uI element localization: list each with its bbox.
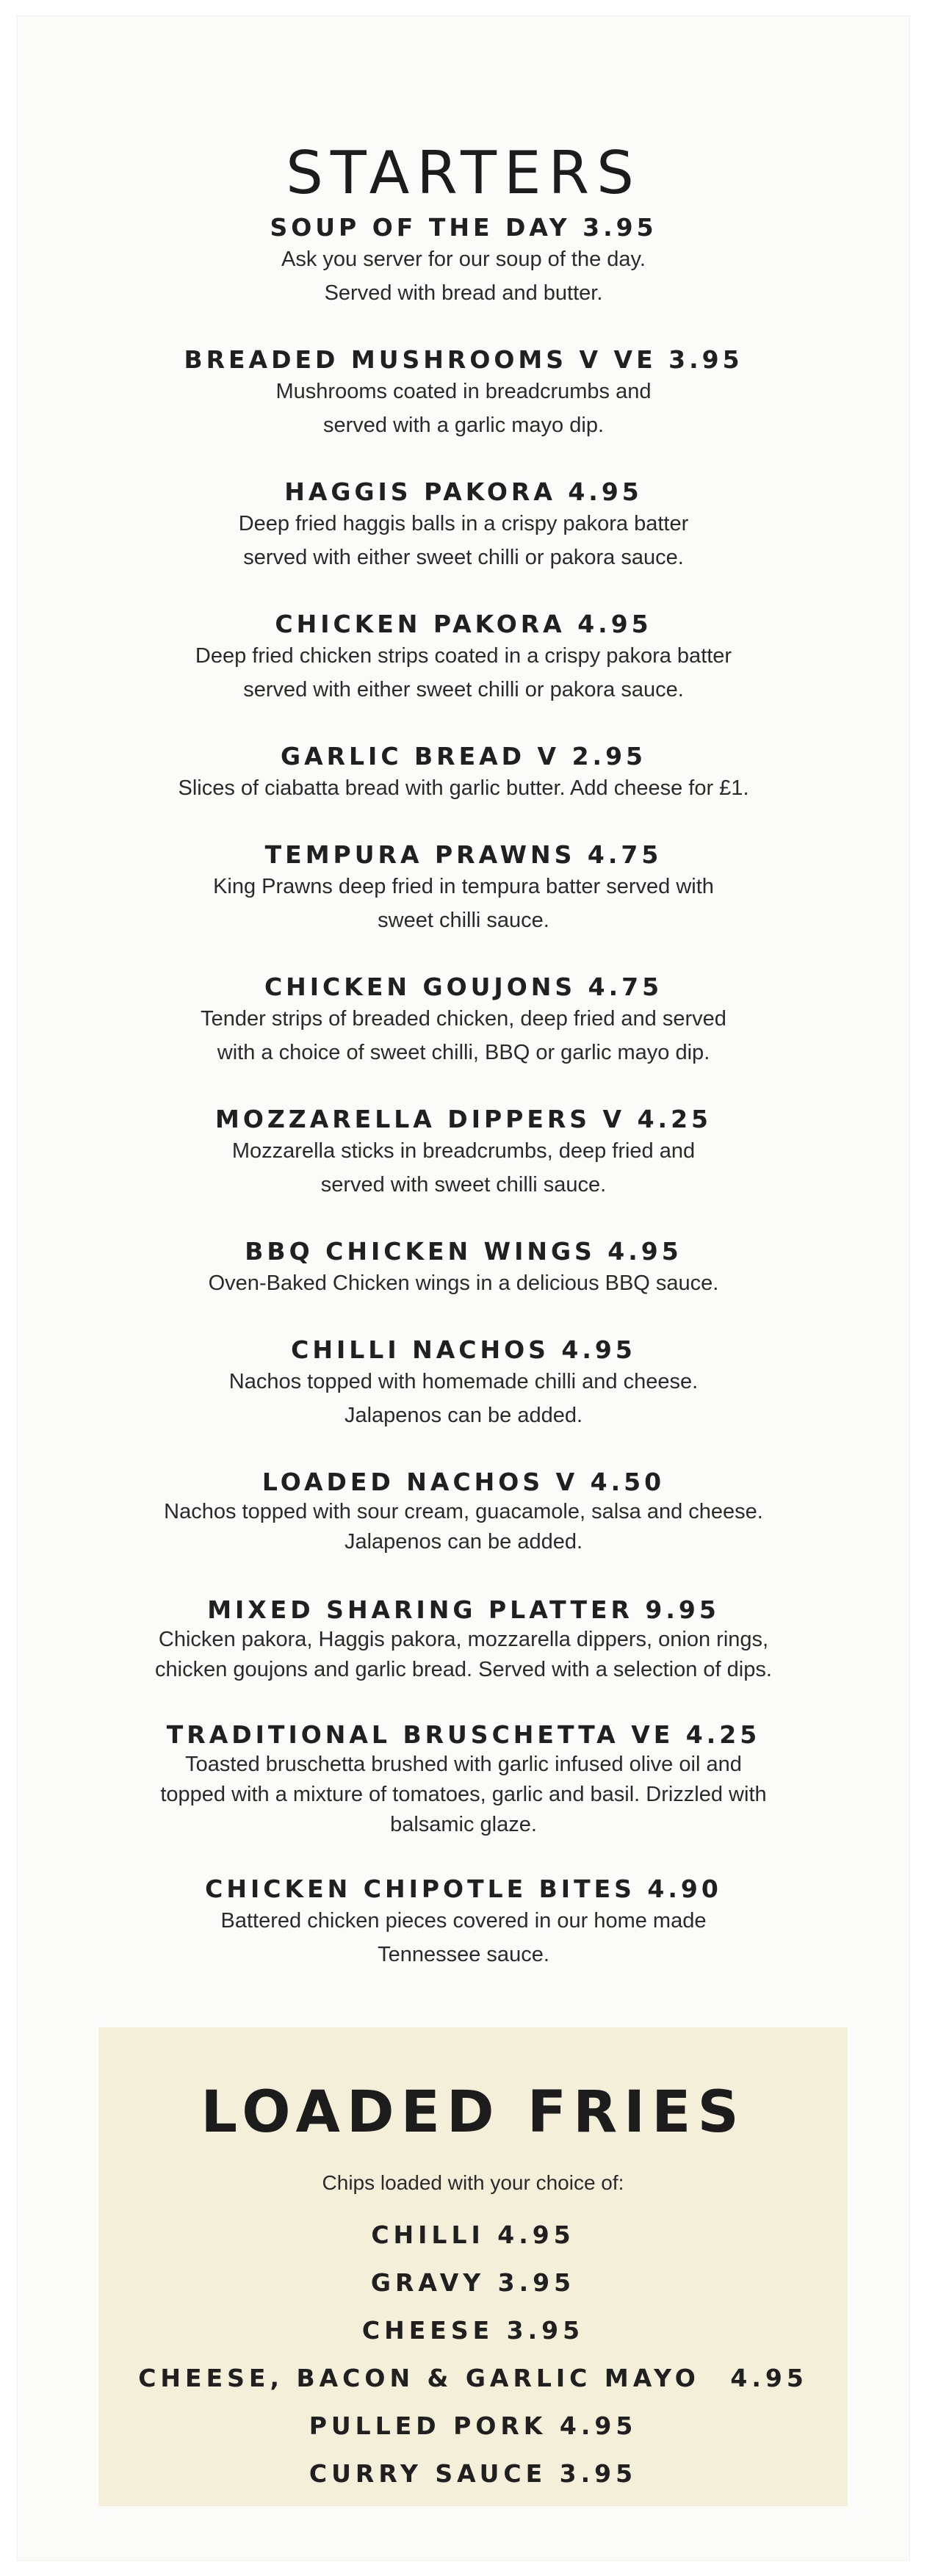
menu-item-description-line: Deep fried haggis balls in a crispy pakora batter — [238, 512, 689, 535]
menu-item-description-line: sweet chilli sauce. — [378, 909, 549, 932]
loaded-fries-panel — [98, 2027, 848, 2506]
menu-item-name: TRADITIONAL BRUSCHETTA VE 4.25 — [166, 1720, 761, 1749]
menu-item-chilli-nachos — [18, 1335, 909, 1432]
menu-item-name: HAGGIS PAKORA 4.95 — [284, 477, 643, 506]
menu-item-garlic-bread — [18, 742, 909, 805]
menu-item-description-line: topped with a mixture of tomatoes, garlic and basil. Drizzled with — [160, 1783, 767, 1806]
starters-title: STARTERS — [286, 138, 641, 207]
menu-item-description-line: Chicken pakora, Haggis pakora, mozzarella dippers, onion rings, — [158, 1628, 769, 1651]
menu-item-breaded-mushrooms — [18, 345, 909, 442]
menu-item-description-line: King Prawns deep fried in tempura batter served with — [213, 875, 714, 898]
menu-item-description-line: Served with bread and butter. — [324, 281, 603, 305]
menu-item-description-line: Jalapenos can be added. — [344, 1404, 583, 1427]
menu-item-chicken-chipotle-bites — [18, 1875, 909, 1971]
fries-option-cheese — [76, 2306, 870, 2354]
fries-option-cheese-bacon-garlic-mayo — [76, 2354, 870, 2402]
menu-item-name: CHILLI NACHOS 4.95 — [291, 1335, 636, 1364]
fries-option-curry-sauce — [76, 2450, 870, 2497]
fries-option-name: CHEESE, BACON & GARLIC MAYO — [138, 2364, 700, 2392]
fries-option-price: 3.95 — [506, 2316, 585, 2345]
menu-item-description-line: Tennessee sauce. — [378, 1943, 549, 1966]
menu-item-tempura-prawns — [18, 840, 909, 937]
fries-option-name: CHEESE — [361, 2316, 494, 2345]
menu-item-description-line: Battered chicken pieces covered in our home made — [220, 1909, 707, 1933]
menu-item-name: CHICKEN CHIPOTLE BITES 4.90 — [205, 1875, 722, 1903]
menu-item-description-line: Nachos topped with homemade chilli and cheese. — [228, 1370, 699, 1393]
menu-item-name: GARLIC BREAD V 2.95 — [280, 742, 647, 771]
menu-item-chicken-pakora — [18, 610, 909, 707]
menu-item-description-line: Tender strips of breaded chicken, deep fried and served — [201, 1007, 726, 1031]
menu-item-mozzarella-dippers — [18, 1105, 909, 1202]
menu-item-bbq-chicken-wings — [18, 1237, 909, 1300]
menu-item-description-line: served with a garlic mayo dip. — [323, 414, 604, 437]
menu-item-haggis-pakora — [18, 477, 909, 574]
menu-item-chicken-goujons — [18, 973, 909, 1069]
fries-option-price: 3.95 — [559, 2459, 638, 2488]
menu-item-description-line: Oven-Baked Chicken wings in a delicious BBQ sauce. — [208, 1271, 719, 1295]
menu-item-name: BBQ CHICKEN WINGS 4.95 — [245, 1237, 682, 1266]
menu-item-description-line: Mushrooms coated in breadcrumbs and — [275, 380, 652, 403]
menu-item-description-line: served with sweet chilli sauce. — [320, 1173, 607, 1197]
menu-item-name: MOZZARELLA DIPPERS V 4.25 — [214, 1105, 713, 1133]
menu-item-name: CHICKEN GOUJONS 4.75 — [264, 973, 663, 1001]
menu-item-mixed-sharing-platter — [18, 1595, 909, 1685]
menu-item-name: CHICKEN PAKORA 4.95 — [275, 610, 652, 638]
menu-item-name: SOUP OF THE DAY 3.95 — [270, 213, 657, 242]
menu-item-description-line: served with either sweet chilli or pakora sauce. — [243, 678, 684, 701]
menu-item-description-line: Jalapenos can be added. — [344, 1530, 583, 1554]
menu-item-description-line: Toasted bruschetta brushed with garlic infused olive oil and — [185, 1753, 742, 1776]
loaded-fries-intro: Chips loaded with your choice of: — [322, 2171, 624, 2194]
fries-option-name: GRAVY — [370, 2268, 486, 2297]
fries-option-name: PULLED PORK — [309, 2411, 547, 2440]
menu-item-name: BREADED MUSHROOMS V VE 3.95 — [184, 345, 743, 374]
menu-item-description-line: Slices of ciabatta bread with garlic butter. Add cheese for £1. — [178, 776, 749, 800]
menu-item-description-line: with a choice of sweet chilli, BBQ or garlic mayo dip. — [217, 1041, 710, 1064]
fries-option-price: 3.95 — [497, 2268, 576, 2297]
menu-item-description-line: served with either sweet chilli or pakora sauce. — [243, 546, 684, 569]
menu-item-description-line: balsamic glaze. — [390, 1813, 537, 1836]
fries-option-chilli — [76, 2211, 870, 2259]
loaded-fries-options — [76, 2211, 870, 2497]
menu-item-name: LOADED NACHOS V 4.50 — [261, 1468, 666, 1496]
menu-item-soup-of-the-day — [18, 213, 909, 310]
fries-option-price: 4.95 — [497, 2220, 575, 2249]
fries-option-pulled-pork — [76, 2402, 870, 2450]
fries-option-name: CURRY SAUCE — [309, 2459, 547, 2488]
fries-option-price: 4.95 — [559, 2411, 638, 2440]
menu-item-name: MIXED SHARING PLATTER 9.95 — [207, 1595, 720, 1624]
loaded-fries-title: LOADED FRIES — [201, 2079, 746, 2146]
menu-item-traditional-bruschetta — [18, 1720, 909, 1840]
menu-item-name: TEMPURA PRAWNS 4.75 — [264, 840, 663, 869]
menu-item-description-line: Mozzarella sticks in breadcrumbs, deep fried and — [231, 1139, 696, 1163]
menu-item-description-line: Deep fried chicken strips coated in a crispy pakora batter — [195, 644, 732, 668]
menu-item-description-line: Ask you server for our soup of the day. — [281, 248, 646, 271]
fries-option-name: CHILLI — [371, 2220, 485, 2249]
menu-page — [18, 16, 909, 2560]
fries-option-price: 4.95 — [730, 2364, 808, 2392]
menu-item-description-line: Nachos topped with sour cream, guacamole, salsa and cheese. — [164, 1500, 763, 1523]
fries-option-gravy — [76, 2259, 870, 2306]
menu-item-loaded-nachos — [18, 1468, 909, 1557]
menu-item-description-line: chicken goujons and garlic bread. Served with a selection of dips. — [155, 1658, 772, 1681]
